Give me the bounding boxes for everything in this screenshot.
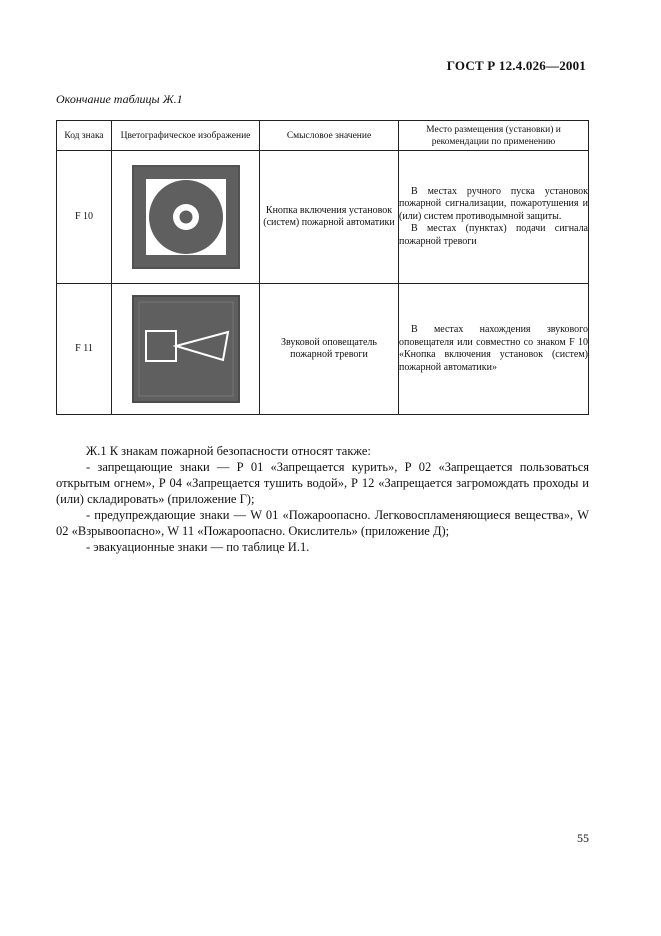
table-caption: Окончание таблицы Ж.1 (56, 92, 183, 106)
col-header-meaning: Смысловое значение (260, 121, 399, 151)
placement-text: В местах ручного пуска установок пожарной сигнализации, пожаротушения и (или) систем противодымной защиты. (399, 185, 588, 222)
col-header-code: Код знака (57, 121, 112, 151)
fire-alarm-sounder-sign-icon (132, 295, 240, 403)
table-row (57, 284, 589, 415)
paragraph: Ж.1 К знакам пожарной безопасности относят также: (86, 444, 371, 458)
sign-image-cell (112, 151, 260, 284)
document-id-header: ГОСТ Р 12.4.026—2001 (446, 58, 586, 73)
page-number: 55 (577, 831, 589, 845)
paragraph: - эвакуационные знаки — по таблице И.1. (86, 540, 310, 554)
sign-placement (399, 284, 589, 415)
signs-table (56, 120, 589, 415)
sign-code: F 10 (57, 151, 112, 284)
placement-text: В местах (пунктах) подачи сигнала пожарной тревоги (399, 223, 588, 247)
table-row (57, 151, 589, 284)
paragraph: - предупреждающие знаки — W 01 «Пожароопасно. Легковоспламеняющиеся вещества», W 02 «Взрывоопасно», W 11 «Пожароопасно. Окислитель» (приложение Д); (56, 508, 589, 538)
col-header-image: Цветографическое изображение (112, 121, 260, 151)
fire-alarm-button-sign-icon (132, 165, 240, 269)
sign-code: F 11 (57, 284, 112, 415)
placement-text: В местах нахождения звукового оповещателя или совместно со знаком F 10 «Кнопка включения установок (систем) пожарной автоматики» (399, 324, 588, 373)
sign-placement (399, 151, 589, 284)
sign-image-cell (112, 284, 260, 415)
body-text (56, 443, 589, 555)
sign-meaning: Кнопка включения установок (систем) пожарной автоматики (260, 151, 399, 284)
table-header-row (57, 121, 589, 151)
col-header-placement: Место размещения (установки) и рекомендации по применению (399, 121, 589, 151)
sign-meaning: Звуковой оповещатель пожарной тревоги (260, 284, 399, 415)
paragraph: - запрещающие знаки — Р 01 «Запрещается курить», Р 02 «Запрещается пользоваться открытым огнем», Р 04 «Запрещается тушить водой», Р 12 «Запрещается загромождать проходы и (или) складировать» (приложение Г); (56, 460, 589, 506)
